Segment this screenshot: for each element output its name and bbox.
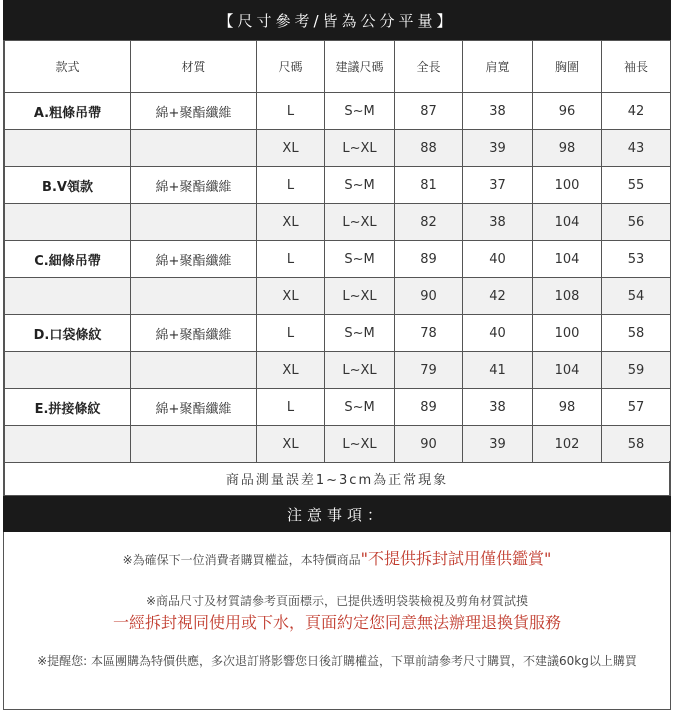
size-cell: XL xyxy=(257,130,325,167)
size-cell: 98 xyxy=(533,389,602,426)
style-cell: A.粗條吊帶 xyxy=(5,93,131,130)
size-cell: S~M xyxy=(325,167,395,204)
size-cell: XL xyxy=(257,278,325,315)
size-reference-header xyxy=(3,0,671,40)
notice-title: 注意事項： xyxy=(286,505,387,524)
material-cell: 綿+聚酯纖維 xyxy=(131,241,257,278)
size-cell: 90 xyxy=(395,426,463,463)
notice-body xyxy=(4,532,670,708)
column-header: 款式 xyxy=(5,41,131,93)
size-cell: S~M xyxy=(325,241,395,278)
size-cell: XL xyxy=(257,352,325,389)
size-cell: L xyxy=(257,93,325,130)
size-cell: 56 xyxy=(602,204,671,241)
size-cell: 40 xyxy=(463,241,533,278)
header-title: 【尺寸參考/皆為公分平量】 xyxy=(218,11,456,30)
size-cell: 96 xyxy=(533,93,602,130)
table-row xyxy=(5,426,671,463)
size-cell: L~XL xyxy=(325,278,395,315)
column-header: 胸圍 xyxy=(533,41,602,93)
size-cell: 39 xyxy=(463,130,533,167)
size-cell: XL xyxy=(257,426,325,463)
size-cell: 104 xyxy=(533,352,602,389)
size-cell: L xyxy=(257,167,325,204)
table-row xyxy=(5,389,671,426)
material-cell xyxy=(131,426,257,463)
size-cell: 100 xyxy=(533,315,602,352)
notice-line-1-text: ※為確保下一位消費者購買權益，本特價商品 xyxy=(122,553,361,567)
material-cell: 綿+聚酯纖維 xyxy=(131,93,257,130)
measurement-note-text: 商品測量誤差1~3cm為正常現象 xyxy=(225,472,449,488)
table-row xyxy=(5,278,671,315)
style-cell xyxy=(5,426,131,463)
size-cell: 43 xyxy=(602,130,671,167)
notice-line-2: ※商品尺寸及材質請參考頁面標示，已提供透明袋裝檢視及剪角材質試摸 xyxy=(145,594,529,608)
column-header: 袖長 xyxy=(602,41,671,93)
size-cell: 90 xyxy=(395,278,463,315)
style-cell: E.拼接條紋 xyxy=(5,389,131,426)
size-cell: L~XL xyxy=(325,352,395,389)
size-cell: XL xyxy=(257,204,325,241)
size-cell: 104 xyxy=(533,241,602,278)
material-cell: 綿+聚酯纖維 xyxy=(131,315,257,352)
size-cell: 89 xyxy=(395,241,463,278)
style-cell: C.細條吊帶 xyxy=(5,241,131,278)
table-row xyxy=(5,241,671,278)
size-cell: S~M xyxy=(325,93,395,130)
size-cell: 98 xyxy=(533,130,602,167)
size-cell: 39 xyxy=(463,426,533,463)
size-cell: 79 xyxy=(395,352,463,389)
size-cell: S~M xyxy=(325,315,395,352)
measurement-note xyxy=(4,461,670,496)
size-cell: 38 xyxy=(463,93,533,130)
material-cell xyxy=(131,278,257,315)
style-cell xyxy=(5,204,131,241)
size-cell: 88 xyxy=(395,130,463,167)
size-cell: 57 xyxy=(602,389,671,426)
material-cell xyxy=(131,130,257,167)
size-cell: L~XL xyxy=(325,130,395,167)
size-cell: 104 xyxy=(533,204,602,241)
style-cell xyxy=(5,278,131,315)
notice-header xyxy=(3,496,671,532)
size-cell: 38 xyxy=(463,204,533,241)
size-cell: L xyxy=(257,389,325,426)
table-row xyxy=(5,93,671,130)
column-header: 肩寬 xyxy=(463,41,533,93)
column-header: 建議尺碼 xyxy=(325,41,395,93)
size-cell: 108 xyxy=(533,278,602,315)
material-cell: 綿+聚酯纖維 xyxy=(131,167,257,204)
size-cell: 54 xyxy=(602,278,671,315)
size-cell: L xyxy=(257,315,325,352)
size-cell: L~XL xyxy=(325,204,395,241)
column-header: 尺碼 xyxy=(257,41,325,93)
table-row xyxy=(5,204,671,241)
size-cell: 58 xyxy=(602,426,671,463)
size-cell: 42 xyxy=(463,278,533,315)
notice-line-1 xyxy=(4,546,670,569)
material-cell xyxy=(131,352,257,389)
size-cell: 42 xyxy=(602,93,671,130)
size-cell: 102 xyxy=(533,426,602,463)
size-cell: S~M xyxy=(325,389,395,426)
style-cell xyxy=(5,130,131,167)
notice-line-1-highlight: "不提供拆封試用僅供鑑賞" xyxy=(360,549,552,568)
column-header: 全長 xyxy=(395,41,463,93)
style-cell xyxy=(5,352,131,389)
size-cell: 58 xyxy=(602,315,671,352)
notice-line-3: 一經拆封視同使用或下水，頁面約定您同意無法辦理退換貨服務 xyxy=(112,613,561,632)
table-header-row xyxy=(5,41,671,93)
notice-line-4: ※提醒您: 本區團購為特價供應，多次退訂將影響您日後訂購權益，下單前請參考尺寸購買，不建議60kg以上購買 xyxy=(37,654,637,668)
size-cell: 41 xyxy=(463,352,533,389)
material-cell xyxy=(131,204,257,241)
size-cell: L~XL xyxy=(325,426,395,463)
size-cell: 37 xyxy=(463,167,533,204)
size-cell: 40 xyxy=(463,315,533,352)
size-table xyxy=(4,40,671,463)
style-cell: B.V領款 xyxy=(5,167,131,204)
size-cell: 81 xyxy=(395,167,463,204)
table-row xyxy=(5,167,671,204)
size-cell: 55 xyxy=(602,167,671,204)
column-header: 材質 xyxy=(131,41,257,93)
size-cell: L xyxy=(257,241,325,278)
size-cell: 59 xyxy=(602,352,671,389)
size-cell: 53 xyxy=(602,241,671,278)
size-cell: 100 xyxy=(533,167,602,204)
size-cell: 89 xyxy=(395,389,463,426)
table-row xyxy=(5,315,671,352)
size-cell: 82 xyxy=(395,204,463,241)
size-cell: 38 xyxy=(463,389,533,426)
material-cell: 綿+聚酯纖維 xyxy=(131,389,257,426)
table-row xyxy=(5,352,671,389)
table-row xyxy=(5,130,671,167)
size-cell: 78 xyxy=(395,315,463,352)
style-cell: D.口袋條紋 xyxy=(5,315,131,352)
size-cell: 87 xyxy=(395,93,463,130)
